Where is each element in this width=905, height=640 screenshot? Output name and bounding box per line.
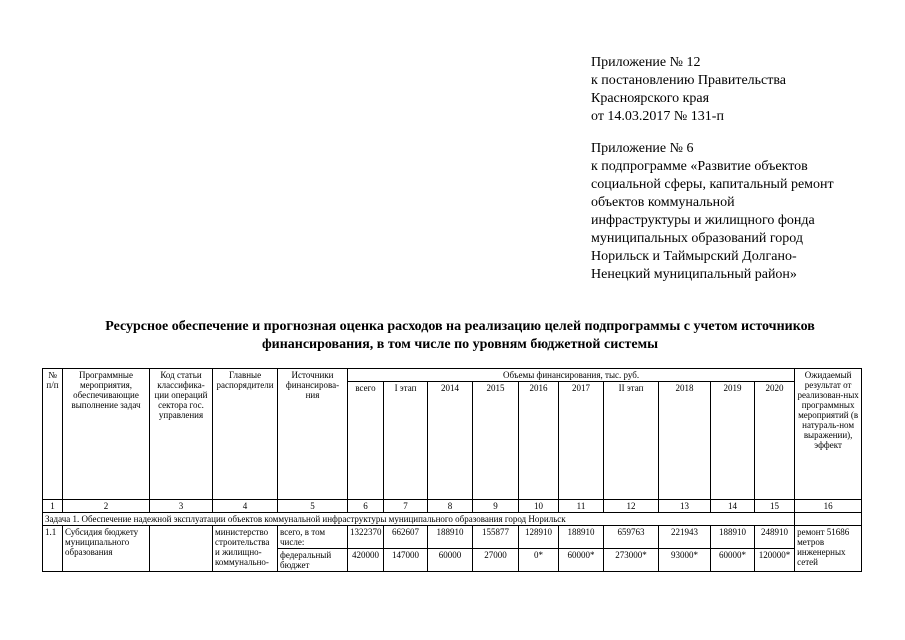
column-number: 16 [795,500,862,513]
document-title: Ресурсное обеспечение и прогнозная оценка расходов на реализацию целей подпрограммы с учетом источников финансирования, в том числе по уровням бюджетной системы [105,319,815,352]
header-sub-2020: 2020 [755,382,795,500]
column-number: 12 [604,500,659,513]
annex-6-line: Норильск и Таймырский Долгано- [591,249,797,264]
header-expected: Ожидаемый результат от реализован-ных программных мероприятий (в натураль-ном выражении), эффект [795,369,862,500]
header-sub-2015: 2015 [473,382,519,500]
header-sub-2019: 2019 [711,382,755,500]
row-value: 420000 [348,549,384,572]
column-number: 2 [63,500,150,513]
task-row [43,513,862,526]
column-number: 13 [659,500,711,513]
header-sub-2018: 2018 [659,382,711,500]
row-value: 155877 [473,526,519,549]
row-number: 1.1 [43,526,63,572]
column-number: 8 [428,500,473,513]
annex-6-line: Ненецкий муниципальный район» [591,267,797,282]
row-source: всего, в том числе: [278,526,348,549]
column-number: 10 [519,500,559,513]
header-sub-2016: 2016 [519,382,559,500]
row-value: 93000* [659,549,711,572]
row-value: 60000* [711,549,755,572]
row-value: 221943 [659,526,711,549]
header-code: Код статьи классифика-ции операций сектора гос. управления [150,369,213,500]
annex-6-line: инфраструктуры и жилищного фонда [591,213,815,228]
annex-6-line: объектов коммунальной [591,195,735,210]
row-value: 60000* [559,549,604,572]
header-sub-total: всего [348,382,384,500]
column-number: 11 [559,500,604,513]
row-value: 248910 [755,526,795,549]
row-value: 0* [519,549,559,572]
annex-6-block [591,140,834,284]
column-number: 4 [213,500,278,513]
header-managers: Главные распорядители [213,369,278,500]
annex-6-line: социальной сферы, капитальный ремонт [591,177,834,192]
task-title: Задача 1. Обеспечение надежной эксплуатации объектов коммунальной инфраструктуры муниципального образования город Норильск [43,513,795,526]
column-number: 3 [150,500,213,513]
task-empty-cell [795,513,862,526]
row-value: 147000 [384,549,428,572]
row-code [150,526,213,572]
header-sub-2017: 2017 [559,382,604,500]
annex-12-line: Красноярского края [591,91,710,106]
row-value: 60000 [428,549,473,572]
annex-12-line: Приложение № 12 [591,55,701,70]
row-value: 273000* [604,549,659,572]
row-value: 27000 [473,549,519,572]
column-number: 1 [43,500,63,513]
header-sub-stage1: I этап [384,382,428,500]
row-value: 188910 [428,526,473,549]
row-source: федеральный бюджет [278,549,348,572]
column-number: 9 [473,500,519,513]
column-number: 15 [755,500,795,513]
row-value: 188910 [559,526,604,549]
row-expected: ремонт 51686 метров инженерных сетей [795,526,862,572]
row-value: 659763 [604,526,659,549]
annex-6-line: муниципальных образований город [591,231,803,246]
row-manager: министерство строительства и жилищно-коммунально- [213,526,278,572]
column-number: 6 [348,500,384,513]
row-value: 120000* [755,549,795,572]
table-row [43,526,862,549]
header-activities: Программные мероприятия, обеспечивающие выполнение задач [63,369,150,500]
annex-6-line: к подпрограмме «Развитие объектов [591,159,808,174]
header-no: № п/п [43,369,63,500]
header-sources: Источники финансирова-ния [278,369,348,500]
row-value: 662607 [384,526,428,549]
column-number: 7 [384,500,428,513]
column-number-row [43,500,862,513]
header-volumes: Объемы финансирования, тыс. руб. [348,369,795,382]
financing-table [42,368,862,572]
row-activity: Субсидия бюджету муниципального образования [63,526,150,572]
annex-6-line: Приложение № 6 [591,141,694,156]
annex-12-line: от 14.03.2017 № 131-п [591,109,724,124]
header-sub-2014: 2014 [428,382,473,500]
row-value: 188910 [711,526,755,549]
annex-12-block [591,54,786,126]
annex-12-line: к постановлению Правительства [591,73,787,88]
header-sub-stage2: II этап [604,382,659,500]
row-value: 128910 [519,526,559,549]
row-value: 1322370 [348,526,384,549]
column-number: 14 [711,500,755,513]
column-number: 5 [278,500,348,513]
